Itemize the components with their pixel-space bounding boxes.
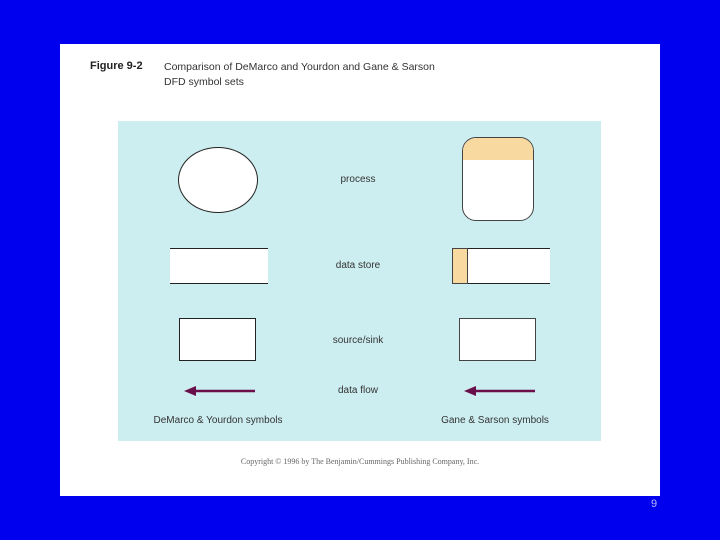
caption-line-1: Comparison of DeMarco and Yourdon and Gane & Sarson — [164, 61, 435, 73]
source-sink-label: source/sink — [332, 335, 384, 346]
gane-sarson-data-store — [468, 248, 550, 284]
copyright-notice: Copyright © 1996 by The Benjamin/Cummings Publishing Company, Inc. — [240, 457, 480, 466]
gane-sarson-process-rounded-rect — [462, 137, 534, 221]
figure-label: Figure 9-2 — [90, 60, 143, 72]
caption-line-2: DFD symbol sets — [164, 76, 244, 88]
process-label: process — [340, 174, 376, 185]
demarco-data-flow-arrow — [184, 385, 256, 397]
gane-sarson-column-caption: Gane & Sarson symbols — [441, 415, 549, 426]
demarco-source-sink — [179, 318, 256, 361]
gane-sarson-source-sink — [459, 318, 536, 361]
demarco-data-store — [170, 248, 268, 284]
demarco-column-caption: DeMarco & Yourdon symbols — [153, 415, 283, 426]
process-id-tab — [463, 138, 533, 160]
figure-caption — [164, 60, 464, 90]
demarco-process-circle — [178, 147, 258, 213]
slide-page — [60, 44, 660, 496]
page-number: 9 — [651, 498, 658, 510]
data-flow-label: data flow — [337, 385, 379, 396]
gane-sarson-data-flow-arrow — [464, 385, 536, 397]
data-store-label: data store — [335, 260, 381, 271]
symbol-comparison-panel — [118, 121, 601, 441]
gane-sarson-data-store-id — [452, 248, 468, 284]
